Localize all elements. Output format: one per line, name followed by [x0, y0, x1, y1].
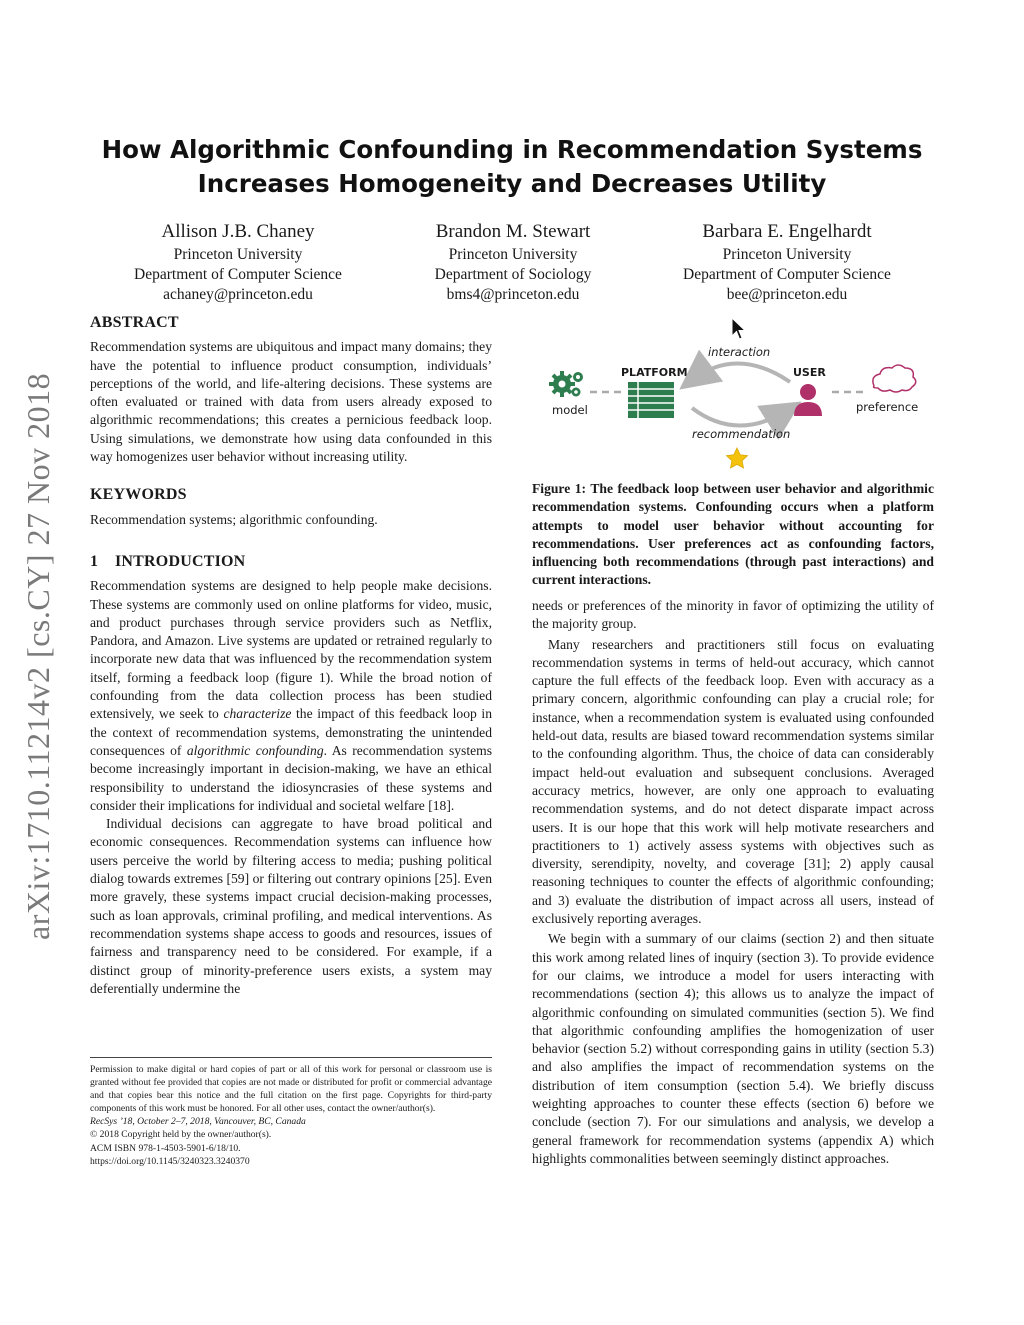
- author-department: Department of Computer Science: [134, 266, 342, 283]
- right-column: [532, 597, 934, 1168]
- copyright-text: © 2018 Copyright held by the owner/author(s).: [90, 1129, 272, 1141]
- intro-paragraph-continued: needs or preferences of the minority in favor of optimizing the utility of the majority group.: [532, 598, 934, 632]
- author-department: Department of Computer Science: [683, 266, 891, 283]
- author-affiliation: Princeton University: [722, 246, 852, 263]
- intro-heading: 1 INTRODUCTION: [90, 552, 246, 570]
- author-1: [78, 220, 398, 305]
- author-affiliation: Princeton University: [448, 246, 578, 263]
- venue-text: RecSys ’18, October 2–7, 2018, Vancouver, BC, Canada: [90, 1116, 306, 1128]
- intro-paragraph-4: We begin with a summary of our claims (section 2) and then situate this work among related lines of inquiry (section 3). To provide evidence for our claims, we introduce a model for users interacting with recommendations (section 4); this allows us to analyze the impact of algorithmic confounding on simulated communities (section 5). We find that algorithmic confounding amplifies the homogenization of user behavior (section 5.2) without corresponding gains in utility (section 5.3) and also amplifies the impact of recommendation systems on the distribution of item consumption (section 5.4). We briefly discuss weighting approaches to counter these effects (section 6) before we conclude (section 7). For our simulations and analysis, we develop a general framework for recommendation systems (appendix A) which highlights commonalities between seemingly distinct approaches.: [532, 931, 934, 1166]
- table-icon: [628, 382, 674, 418]
- figure-1-caption: Figure 1: The feedback loop between user behavior and algorithmic recommendation systems. Confounding occurs when a platform attempts to model user behavior without accounting for recommendations. User preferences act as confounding factors, influencing both recommendations (through past interactions) and current interactions.: [532, 481, 934, 588]
- author-affiliation: Princeton University: [173, 246, 303, 263]
- author-name: Brandon M. Stewart: [435, 221, 591, 242]
- paper-title: [0, 133, 1024, 201]
- author-3: [627, 220, 947, 305]
- recommendation-label: recommendation: [692, 427, 791, 441]
- intro-paragraph-1: Recommendation systems are designed to help people make decisions. These systems are commonly used on online platforms for video, music, and product purchases through service providers such as Netflix, Pandora, and Amazon. Live systems are updated or retrained regularly to incorporate new data that was influenced by the recommendation system itself, forming a feedback loop (figure 1). While the broad notion of confounding from the data collection process has been studied extensively, we seek to characterize the impact of this feedback loop in the context of recommendation systems, demonstrating the unintended consequences of algorithmic confounding. As recommendation systems become increasingly important in decision-making, we have an ethical responsibility to understand the idiosyncrasies of these systems and consider their implications for individual and societal welfare [18].: [90, 578, 492, 813]
- author-department: Department of Sociology: [434, 266, 592, 283]
- recommendation-arrow: [692, 408, 788, 426]
- preference-label: preference: [856, 400, 919, 414]
- gear-icon: [549, 371, 583, 397]
- interaction-arrow: [692, 363, 790, 382]
- platform-label: PLATFORM: [621, 366, 688, 379]
- author-email[interactable]: achaney@princeton.edu: [163, 286, 313, 303]
- author-2: [353, 220, 673, 305]
- author-name: Barbara E. Engelhardt: [702, 221, 872, 242]
- author-name: Allison J.B. Chaney: [161, 221, 315, 242]
- user-label: USER: [793, 366, 826, 379]
- title-line-1: How Algorithmic Confounding in Recommendation Systems: [101, 135, 923, 164]
- mouse-cursor-icon: [731, 317, 747, 341]
- abstract-text: Recommendation systems are ubiquitous and impact many domains; they have the potential to influence product consumption, individuals’ perceptions of the world, and life-altering decisions. These systems are often evaluated or trained with data from users already exposed to algorithmic recommendations; this creates a pernicious feedback loop. Using simulations, we demonstrate how using data confounded in this way homogenizes user behavior without increasing utility.: [90, 339, 492, 465]
- author-email[interactable]: bms4@princeton.edu: [446, 286, 580, 303]
- doi-link[interactable]: https://doi.org/10.1145/3240323.3240370: [90, 1155, 250, 1167]
- intro-paragraph-2: Individual decisions can aggregate to have broad political and economic consequences. Recommendation systems can influence how users perceive the world by filtering access to media; pushing political dialog towards extremes [59] or filtering out contrary opinions [25]. Even more gravely, these systems impact crucial decision-making processes, such as loan approvals, criminal profiling, and medical interventions. As recommendation systems shape access to goods and resources, issues of fairness and transparency need to be considered. For example, if a distinct group of minority-preference users exists, a system may deferentially undermine the: [90, 816, 492, 996]
- interaction-label: interaction: [708, 345, 771, 359]
- cloud-icon: [873, 365, 916, 392]
- keywords-text: Recommendation systems; algorithmic confounding.: [90, 511, 378, 527]
- model-label: model: [552, 403, 588, 417]
- intro-paragraph-3: Many researchers and practitioners still focus on evaluating recommendation systems in terms of held-out accuracy, which cannot capture the full effects of the feedback loop. Even with accuracy as a primary concern, algorithmic confounding can play a crucial role; for instance, when a recommendation system is evaluated using confounded held-out data, results are biased toward recommendation systems similar to the confounding algorithm. Thus, the choice of data can considerably impact held-out evaluation and subsequent conclusions. Averaged accuracy metrics, however, are only one approach to evaluating recommendation systems, and do not detect disparate impact across users. It is our hope that this work will help motivate researchers and practitioners to 1) actively assess systems with objectives such as diversity, serendipity, novelty, and coverage [31]; 2) apply causal reasoning techniques to counter the effects of algorithmic confounding; and 3) evaluate the distribution of impact across all users, instead of exclusively reporting averages.: [532, 636, 934, 927]
- permission-footnote: [90, 1057, 492, 1168]
- title-line-2: Increases Homogeneity and Decreases Utility: [197, 169, 827, 198]
- author-email[interactable]: bee@princeton.edu: [726, 286, 848, 303]
- left-column: [90, 314, 492, 998]
- star-icon: [727, 448, 748, 468]
- abstract-heading: ABSTRACT: [90, 314, 179, 331]
- permission-text: Permission to make digital or hard copies of part or all of this work for personal or classroom use is granted without fee provided that copies are not made or distributed for profit or commercial advantage and that copies bear this notice and the full citation on the first page. Copyrights for third-party components of this work must be honored. For all other uses, contact the owner/author(s).: [90, 1064, 492, 1115]
- isbn-text: ACM ISBN 978-1-4503-5901-6/18/10.: [90, 1142, 241, 1154]
- keywords-heading: KEYWORDS: [90, 486, 187, 504]
- arxiv-identifier: arXiv:1710.11214v2 [cs.CY] 27 Nov 2018: [20, 372, 56, 940]
- user-icon: [794, 384, 822, 416]
